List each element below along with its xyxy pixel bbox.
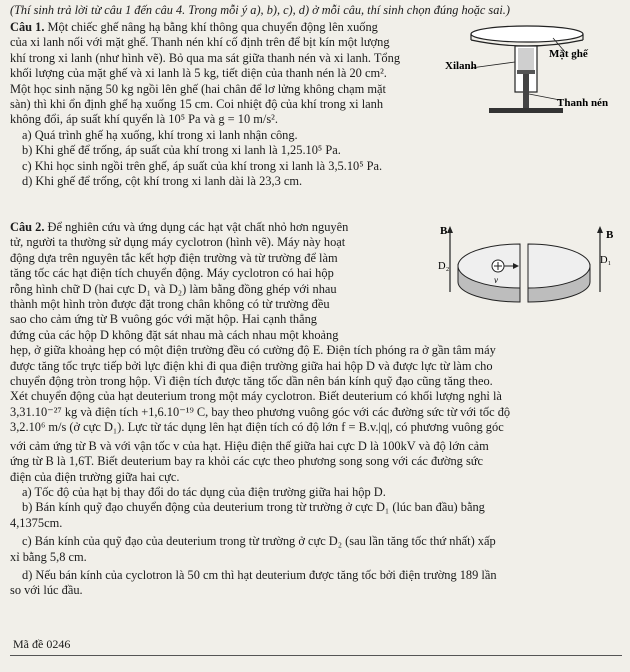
q2-line: với cảm ứng từ B và với vận tốc v của hạt. Hiệu điện thế giữa hai cực D là 100kV và độ lớn cảm [10,438,489,453]
question-1 [10,20,450,189]
q1-line: Một học sinh nặng 50 kg ngồi lên ghế (hai chân để lơ lửng không chạm mặt [10,81,386,96]
q1-item-c: c) Khi học sinh ngồi trên ghế, áp suất của khí trong xi lanh là 3,5.10⁵ Pa. [22,158,383,173]
v-label: v [494,275,498,285]
q2-line: ứng từ B là 1,6T. Biết deuterium bay ra khỏi các cực theo phương song song với các đường sức [10,454,483,469]
exam-code: Mã đề 0246 [13,637,71,651]
q2-title: Câu 2. [10,220,45,234]
rod-shape [523,74,529,108]
q1-line: sàn) thì khi ổn định ghế hạ xuống 15 cm. Coi nhiệt độ của khí trong xi lanh [10,97,384,112]
seat-label: Mặt ghế [549,48,588,60]
d2-label: D₂ [438,261,450,272]
b-label-left: B [440,225,448,237]
q1-item-d: d) Khi ghế để trống, cột khí trong xi lanh dài là 23,3 cm. [22,174,303,189]
q2-line: đứng của các hộp D không đặt sát nhau mà cách nhau một khoảng [10,327,339,342]
q2-item-d-cont: so với lúc đầu. [10,583,83,598]
q2-line: Để nghiên cứu và ứng dụng các hạt vật chất nhỏ hơn nguyên [44,220,349,234]
cylinder-label: Xilanh [445,60,477,72]
seat-shape [471,26,583,42]
rod-label: Thanh nén [557,97,609,109]
q2-item-b: b) Bán kính quỹ đạo chuyển động của deuterium trong từ trường ở cực D₁ (lúc ban đầu) bằng [22,500,485,515]
q2-line: 3,31.10⁻²⁷ kg và điện tích +1,6.10⁻¹⁹ C, bay theo phương vuông góc với các đường sức từ với tốc độ [10,404,511,419]
q2-line: chuyển động tròn trong hộp. Vì điện tích được tăng tốc dần nên bán kính quỹ đạo cũng tăng theo. [10,374,493,389]
q2-line: tăng tốc các hạt điện tích chuyển động. Máy cyclotron có hai hộp [10,266,334,281]
q1-item-a: a) Quá trình ghế hạ xuống, khí trong xi lanh nhận công. [22,127,298,142]
q2-line: hẹp, ở giữa khoảng hẹp có một điện trường đều có cường độ E. Điện tích phóng ra ở gần tâm máy [10,343,496,358]
q1-item-b: b) Khi ghế để trống, áp suất của khí trong xi lanh là 1,25.10⁵ Pa. [22,143,341,158]
q2-line: điện của điện trường giữa hai cực. [10,469,180,484]
d1-label: D₁ [600,255,612,266]
q2-line: rỗng hình chữ D (hai cực D₁ và D₂) làm bằng đồng ghép với nhau [10,281,337,296]
q1-title: Câu 1. [10,20,45,34]
q1-line: Một chiếc ghế nâng hạ bằng khí thông qua chuyển động lên xuống [44,20,378,34]
q1-line: khí trong xi lanh (như hình vẽ). Bỏ qua ma sát giữa thanh nén và xi lanh. Tổng [10,50,401,65]
b-label-right: B [606,229,614,241]
q2-item-c-cont: xỉ bằng 5,8 cm. [10,549,87,564]
q2-line: động dựa trên nguyên tắc kết hợp điện trường và từ trường để làm [10,250,338,265]
chair-figure [445,22,623,130]
instruction-text: (Thí sinh trả lời từ câu 1 đến câu 4. Trong mỗi ý a), b), c), d) ở mỗi câu, thí sinh chọn đúng hoặc sai.) [10,3,510,17]
piston-shape [517,70,535,74]
q1-line: khối lượng của mặt ghế và xi lanh là 5 kg, tiết diện của thanh nén là 20 cm². [10,66,387,81]
q2-item-d: d) Nếu bán kính của cyclotron là 50 cm thì hạt deuterium được tăng tốc bởi điện trường 189 lần [22,567,497,582]
base-shape [489,108,563,113]
q2-line: thành một hình tròn được đặt trong chân không có từ trường đều [10,297,330,312]
q2-item-a: a) Tốc độ của hạt bị thay đổi do tác dụng của điện trường giữa hai hộp D. [22,484,386,499]
q2-item-b-cont: 4,1375cm. [10,515,63,530]
q2-line: 3,2.10⁶ m/s (ở cực D₁). Lực từ tác dụng lên hạt điện tích có độ lớn f = B.v.|q|, có phương vuông góc [10,420,504,435]
q2-line: tử, người ta thường sử dụng máy cyclotron (hình vẽ). Máy này hoạt [10,235,346,250]
q2-line: được tăng tốc trực tiếp bởi lực điện khi đi qua điện trường giữa hai hộp D và được lực từ làm cho [10,358,493,373]
q1-line: không đổi, áp suất khí quyển là 10⁵ Pa và g = 10 m/s². [10,112,278,127]
q2-line: sao cho cảm ứng từ B vuông góc với mặt hộp. Hai cạnh thẳng [10,312,317,327]
cyclotron-figure [428,222,622,350]
footer-divider [10,655,622,656]
q2-line: Xét chuyển động của hạt deuterium trong một máy cyclotron. Biết deuterium có khối lượng nghỉ là [10,389,502,404]
q1-line: của xi lanh nối với mặt ghế. Thanh nén khí cố định trên để bịt kín một lượng [10,35,390,50]
q2-item-c: c) Bán kính của quỹ đạo của deuterium trong từ trường ở cực D₂ (sau lần tăng tốc thứ nhất) xấp [22,534,496,549]
